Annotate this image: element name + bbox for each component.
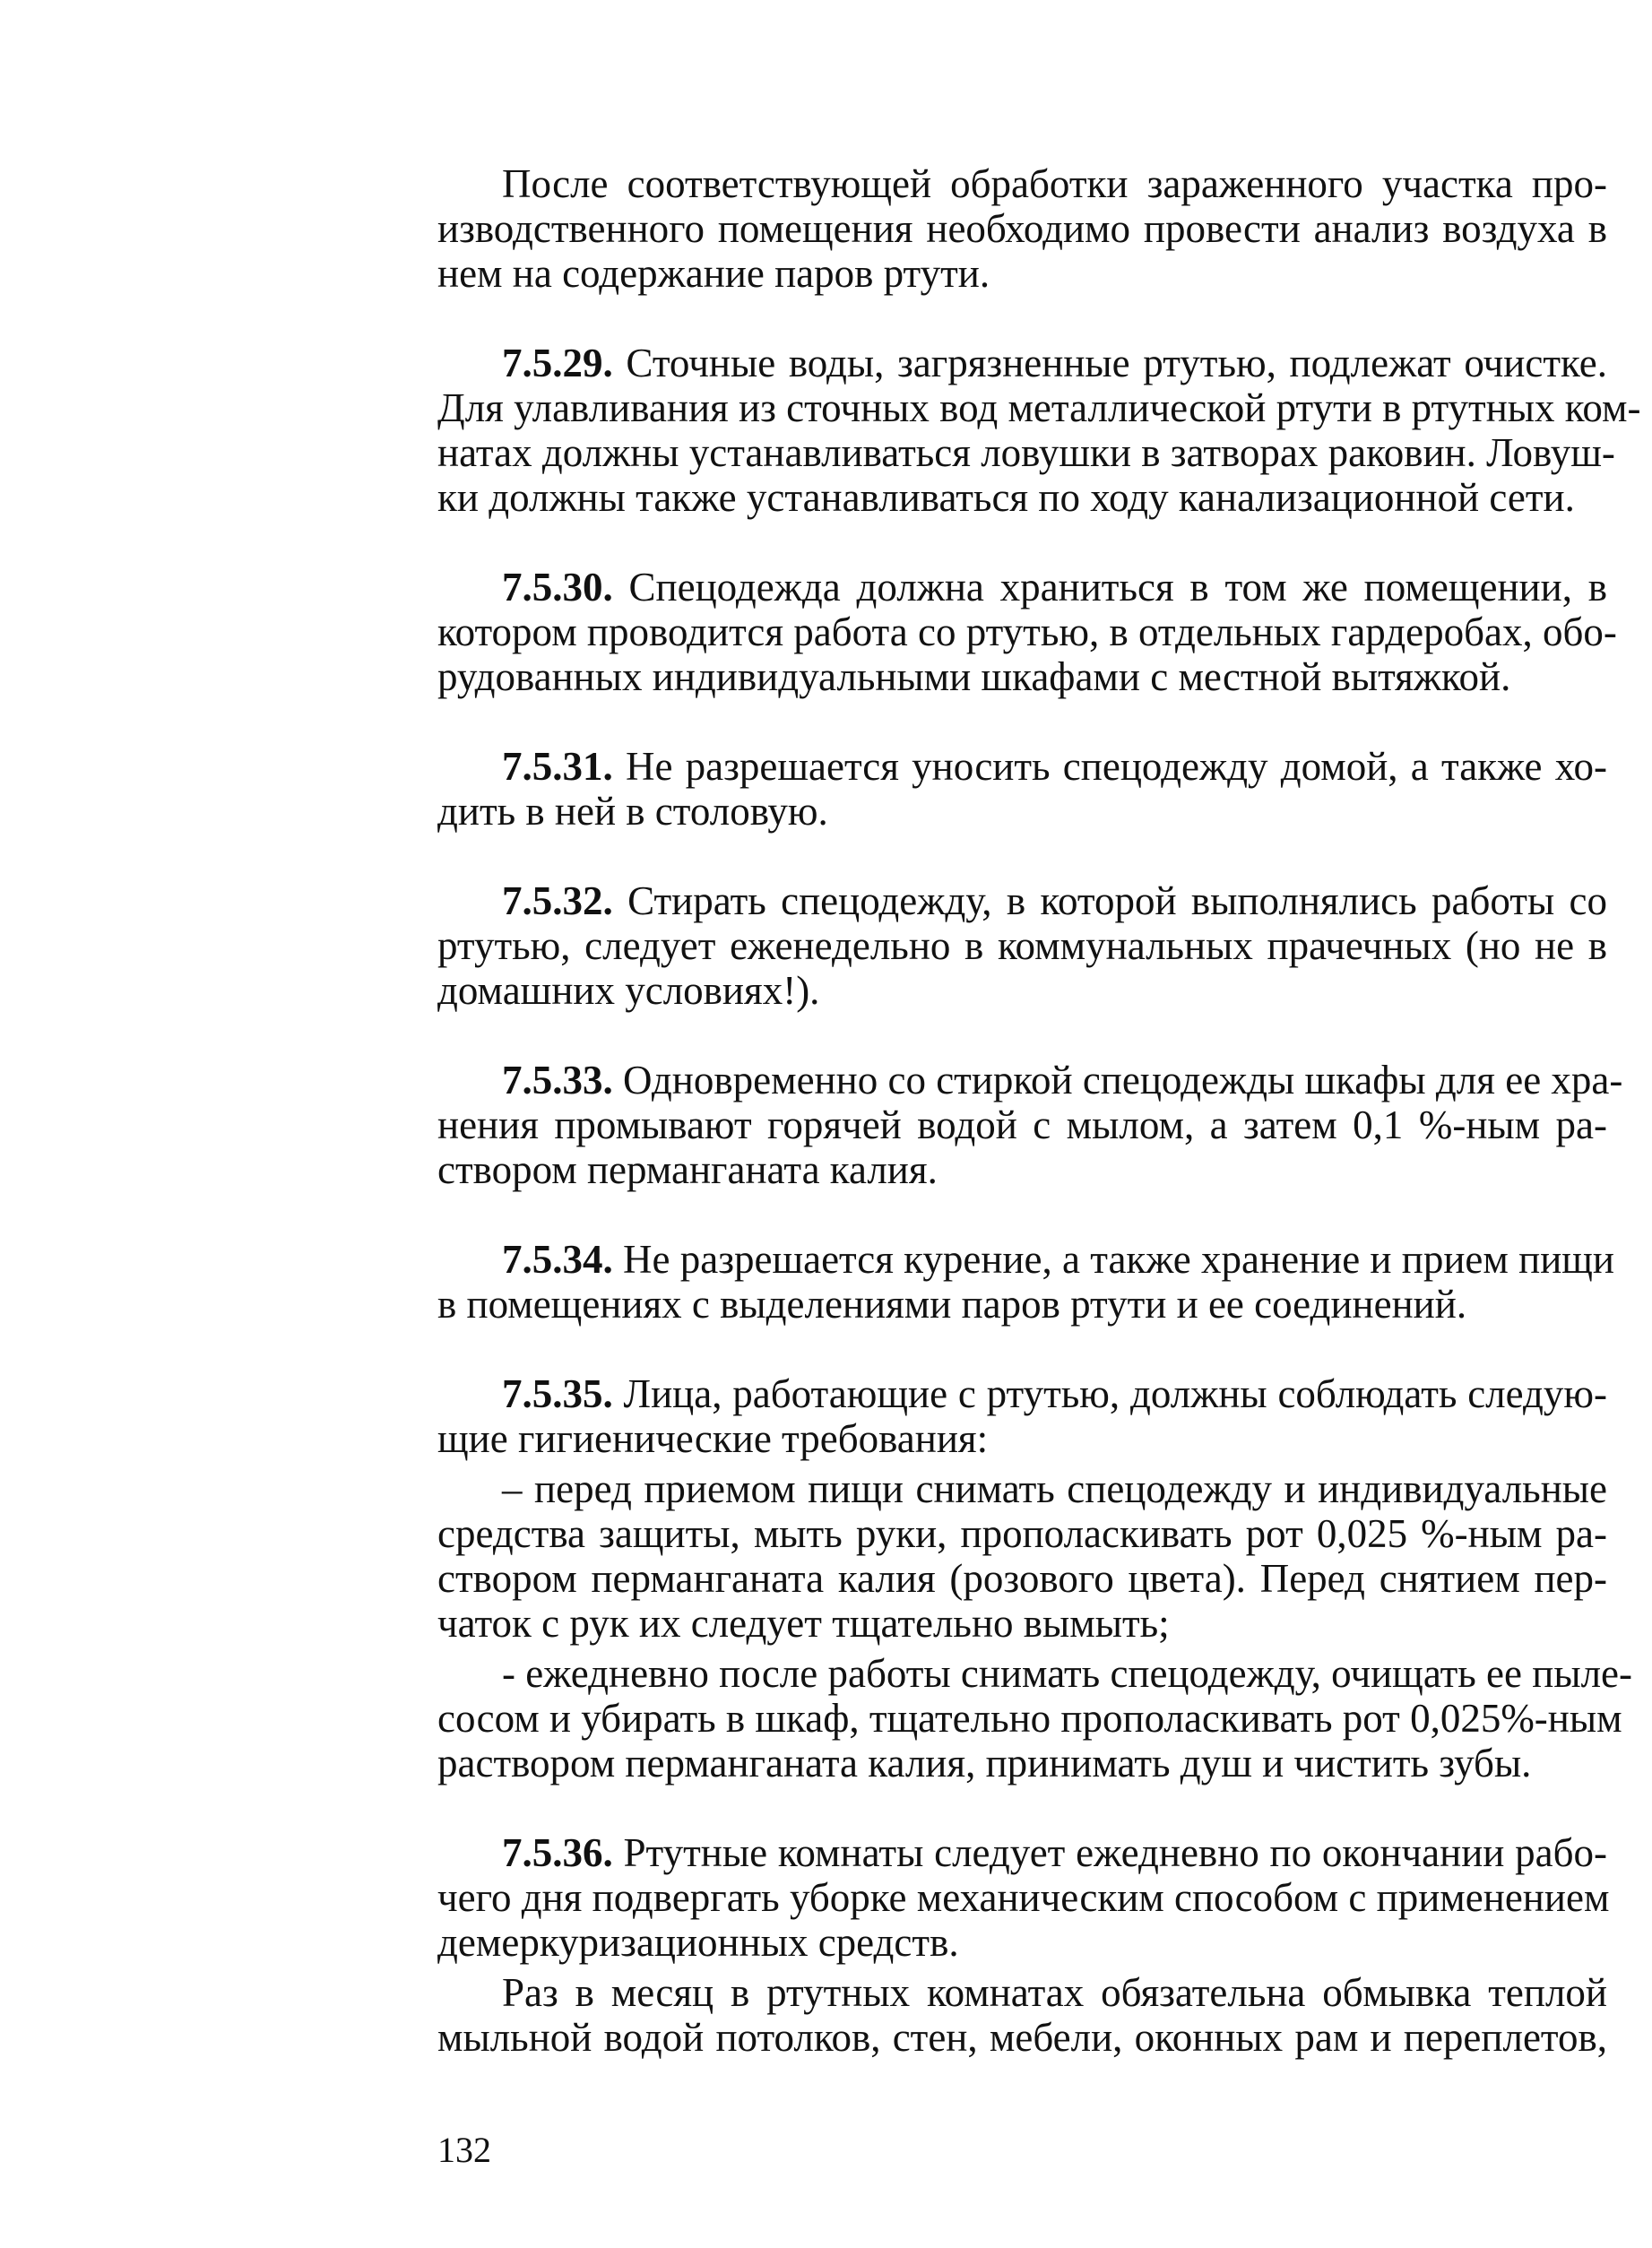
section-text: Стирать спецодежду, в которой выполнялись работы со	[612, 878, 1607, 923]
text-line: нем на содержание паров ртути.	[437, 251, 990, 296]
text-line: средства защиты, мыть руки, прополаскивать рот 0,025 %-ным ра-	[437, 1511, 1607, 1556]
text-line: чего дня подвергать уборке механическим способом с применением	[437, 1875, 1610, 1920]
section-first-line	[437, 341, 1607, 385]
text-line: ки должны также устанавливаться по ходу канализационной сети.	[437, 475, 1575, 520]
section-7-5-36	[437, 1830, 1610, 1965]
body-text	[437, 161, 1641, 2060]
section-7-5-29	[437, 341, 1641, 520]
section-7-5-32	[437, 878, 1607, 1013]
text-line: сосом и убирать в шкаф, тщательно прополаскивать рот 0,025%-ным	[437, 1696, 1622, 1741]
text-line: дить в ней в столовую.	[437, 789, 828, 834]
text-line: Для улавливания из сточных вод металлической ртути в ртутных ком-	[437, 385, 1641, 430]
text-line: домашних условиях!).	[437, 968, 820, 1013]
closing-paragraph	[437, 1970, 1607, 2060]
section-text: Спецодежда должна храниться в том же помещении, в	[612, 565, 1607, 610]
section-first-line	[437, 1237, 1615, 1282]
text-line: створом перманганата калия.	[437, 1147, 938, 1192]
intro-paragraph	[437, 161, 1607, 296]
section-number: 7.5.36.	[502, 1830, 613, 1875]
text-line: демеркуризационных средств.	[437, 1920, 959, 1965]
text-line: чаток с рук их следует тщательно вымыть;	[437, 1601, 1170, 1646]
text-line: рудованных индивидуальными шкафами с местной вытяжкой.	[437, 654, 1511, 699]
text-line: мыльной водой потолков, стен, мебели, оконных рам и переплетов,	[437, 2015, 1607, 2060]
text-line: натах должны устанавливаться ловушки в затворах раковин. Ловуш-	[437, 430, 1615, 475]
section-number: 7.5.30.	[502, 565, 613, 610]
section-text: Одновременно со стиркой спецодежды шкафы для ее хра-	[612, 1058, 1623, 1102]
section-text: Не разрешается курение, а также хранение и прием пищи	[612, 1237, 1615, 1282]
section-text: Ртутные комнаты следует ежедневно по окончании рабо-	[612, 1830, 1607, 1875]
text-line: изводственного помещения необходимо провести анализ воздуха в	[437, 206, 1607, 251]
section-7-5-35	[437, 1371, 1607, 1461]
section-number: 7.5.34.	[502, 1237, 613, 1282]
list-item	[437, 1651, 1632, 1785]
section-first-line	[437, 1830, 1607, 1875]
section-7-5-30	[437, 565, 1617, 699]
text-line: в помещениях с выделениями паров ртути и ее соединений.	[437, 1282, 1467, 1327]
section-first-line	[437, 1058, 1623, 1102]
text-line: ртутью, следует еженедельно в коммунальных прачечных (но не в	[437, 923, 1607, 968]
section-first-line	[437, 744, 1607, 789]
text-line: раствором перманганата калия, принимать душ и чистить зубы.	[437, 1741, 1532, 1785]
section-number: 7.5.29.	[502, 341, 613, 385]
section-first-line	[437, 878, 1607, 923]
section-first-line	[437, 1371, 1607, 1416]
section-text: Лица, работающие с ртутью, должны соблюдать следую-	[612, 1371, 1607, 1416]
section-7-5-31	[437, 744, 1607, 834]
text-line: После соответствующей обработки зараженного участка про-	[502, 161, 1607, 206]
text-line: котором проводится работа со ртутью, в отдельных гардеробах, обо-	[437, 610, 1617, 654]
text-line: створом перманганата калия (розового цвета). Перед снятием пер-	[437, 1556, 1607, 1601]
list-item	[437, 1466, 1607, 1646]
text-line: нения промывают горячей водой с мылом, а затем 0,1 %-ным ра-	[437, 1102, 1607, 1147]
section-first-line	[437, 565, 1607, 610]
section-text: Сточные воды, загрязненные ртутью, подлежат очистке.	[612, 341, 1607, 385]
section-text: Не разрешается уносить спецодежду домой, а также хо-	[612, 744, 1607, 789]
page-number: 132	[437, 2130, 491, 2170]
section-7-5-33	[437, 1058, 1623, 1192]
section-number: 7.5.32.	[502, 878, 613, 923]
list-item-first-line: – перед приемом пищи снимать спецодежду и индивидуальные	[502, 1466, 1607, 1511]
section-number: 7.5.31.	[502, 744, 613, 789]
section-number: 7.5.35.	[502, 1371, 613, 1416]
text-line: щие гигиенические требования:	[437, 1416, 989, 1461]
text-line: Раз в месяц в ртутных комнатах обязательна обмывка теплой	[502, 1970, 1607, 2015]
section-number: 7.5.33.	[502, 1058, 613, 1102]
list-item-first-line: - ежедневно после работы снимать спецодежду, очищать ее пыле-	[502, 1651, 1632, 1696]
section-7-5-34	[437, 1237, 1615, 1327]
